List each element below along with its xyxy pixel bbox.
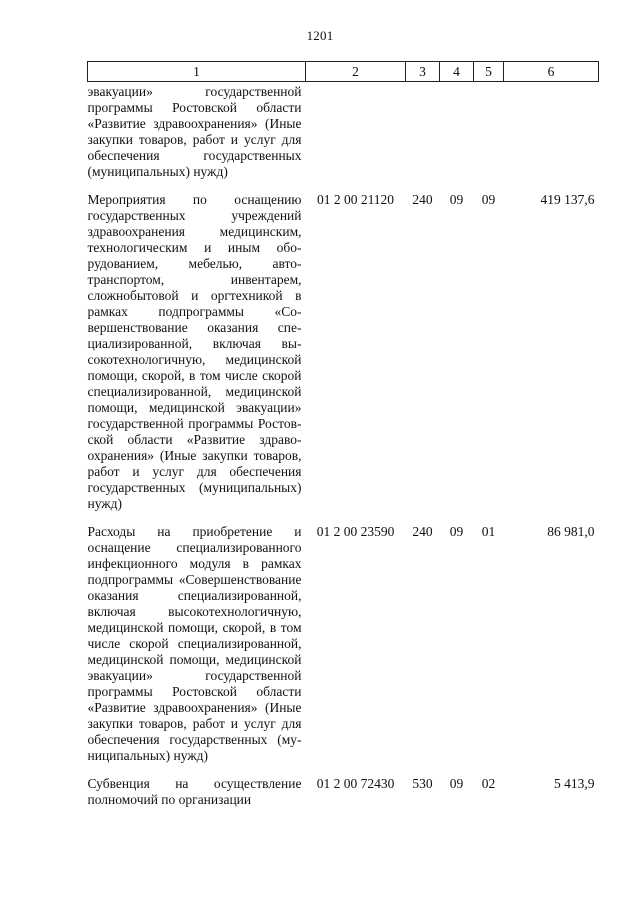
column-header-2: 2 — [306, 62, 406, 82]
table-row — [88, 82, 599, 193]
row-description: Мероприятия по оснащению государственных учреждений здравоохранения медицинским, технологическим и иным оборудованием, мебелью, автотранспортом, инвентарем, сложнобытовой и оргтехникой в рамках подпрограммы «Совершенствование оказания специализированной, включая высокотехнологичную, медицинской помощи, скорой, в том числе скорой специализированной, медицинской помощи, медицинской эвакуации» государственной программы Ростовской области «Развитие здравоохранения» (Иные закупки товаров, работ и услуг для обеспечения государственных (муниципальных) нужд) — [87, 192, 302, 511]
row-amount — [504, 82, 599, 193]
table-row — [88, 524, 599, 776]
row-code: 01 2 00 23590 — [316, 524, 395, 539]
table-row — [88, 776, 599, 808]
row-col5 — [474, 82, 504, 193]
row-amount: 5 413,9 — [554, 776, 595, 791]
row-code — [306, 82, 406, 193]
column-header-6: 6 — [504, 62, 599, 82]
column-header-4: 4 — [440, 62, 474, 82]
row-col3: 240 — [412, 524, 433, 539]
row-code: 01 2 00 21120 — [316, 192, 395, 207]
row-col4: 09 — [449, 524, 464, 539]
row-col4: 09 — [449, 776, 464, 791]
row-col5: 01 — [481, 524, 496, 539]
row-description: эвакуации» государственной программы Ростовской области «Развитие здравоохранения» (Иные закупки товаров, работ и услуг для обеспечения государственных (муниципальных) нужд) — [87, 84, 302, 179]
table-row — [88, 192, 599, 524]
row-col3: 240 — [412, 192, 433, 207]
page-number: 1201 — [306, 28, 334, 43]
row-description: Расходы на приобретение и оснащение специализированного инфекционного модуля в рамках подпрограммы «Совершенствование оказания специализированной, включая высокотехнологичную, медицинской помощи, скорой, в том числе скорой специализированной, медицинской помощи, медицинской эвакуации» государственной программы Ростовской области «Развитие здравоохранения» (Иные закупки товаров, работ и услуг для обеспечения государственных (муниципальных) нужд) — [87, 524, 302, 763]
row-col5: 09 — [481, 192, 496, 207]
row-description: Субвенция на осуществление полномочий по организации — [87, 776, 302, 807]
row-amount: 86 981,0 — [547, 524, 595, 539]
row-col5: 02 — [481, 776, 496, 791]
row-col3 — [406, 82, 440, 193]
row-col3: 530 — [412, 776, 433, 791]
row-code: 01 2 00 72430 — [316, 776, 395, 791]
row-amount: 419 137,6 — [540, 192, 595, 207]
column-header-5: 5 — [474, 62, 504, 82]
row-col4 — [440, 82, 474, 193]
budget-table — [87, 61, 599, 808]
table-header-row — [88, 62, 599, 82]
column-header-1: 1 — [88, 62, 306, 82]
row-col4: 09 — [449, 192, 464, 207]
column-header-3: 3 — [406, 62, 440, 82]
